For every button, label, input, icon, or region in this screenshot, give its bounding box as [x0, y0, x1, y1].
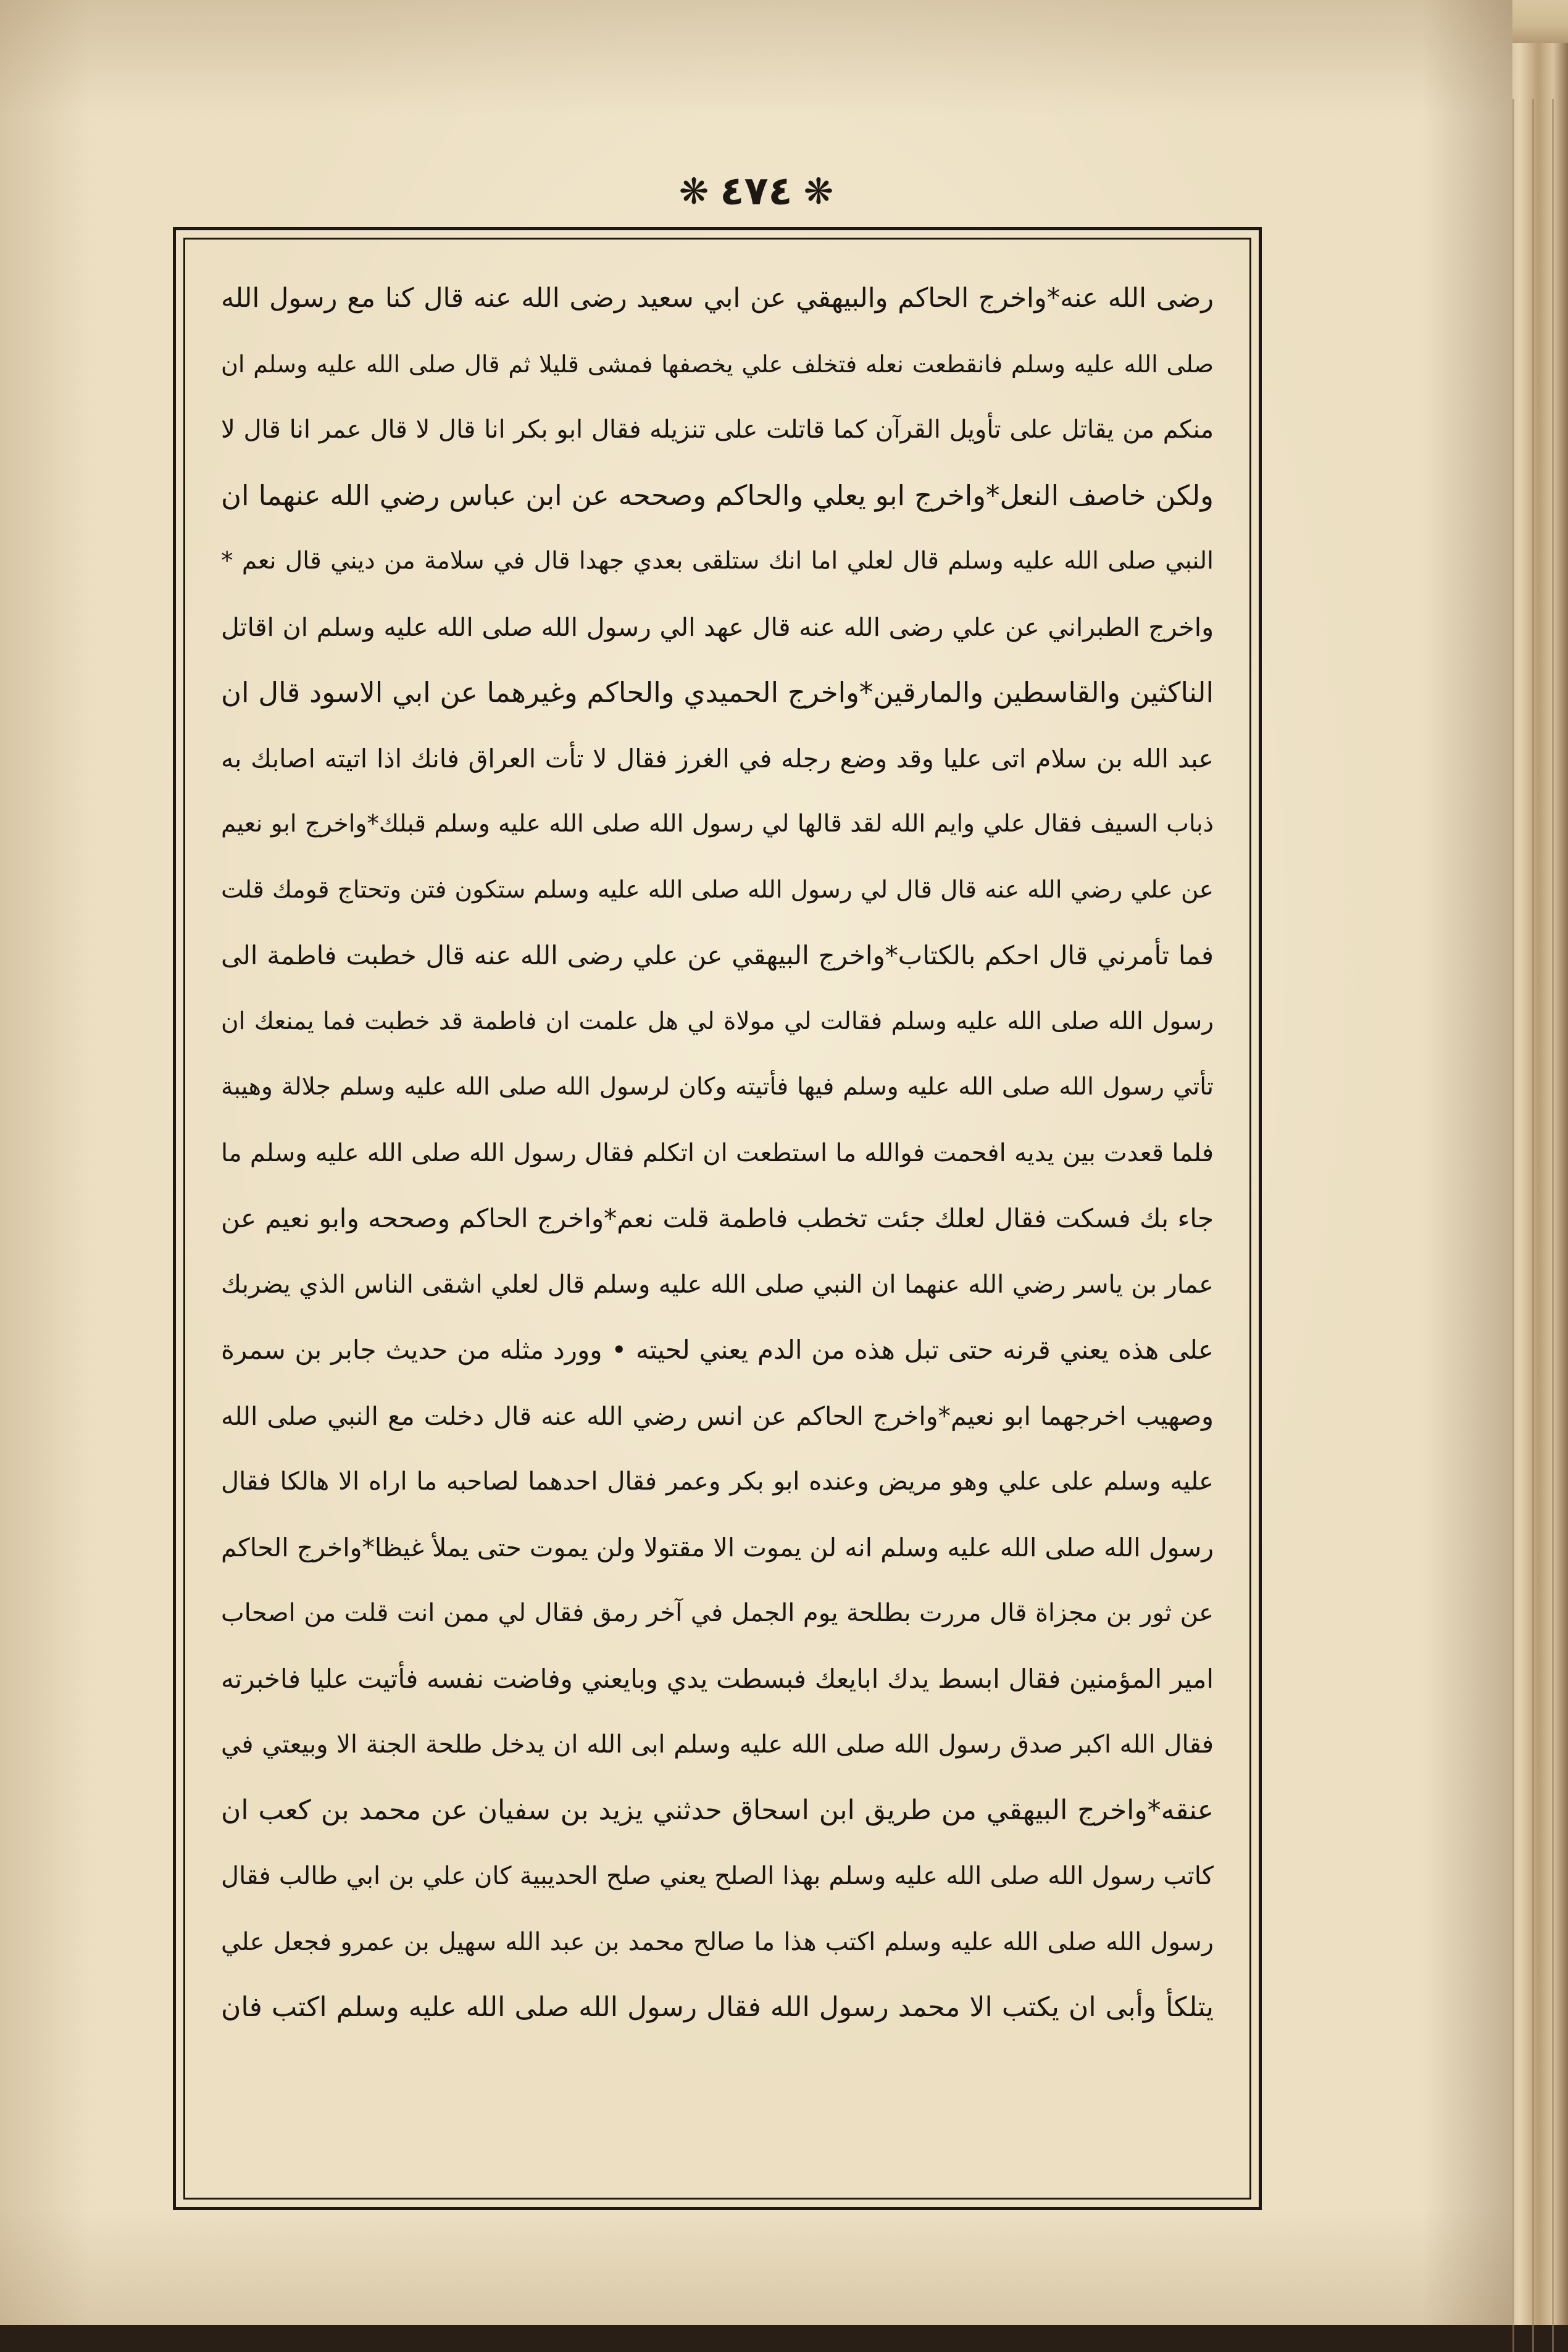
text-line: فما تأمرني قال احكم بالكتاب*واخرج البيهقي عن علي رضى الله عنه قال خطبت فاطمة الى [221, 940, 1214, 970]
text-line: رضى الله عنه*واخرج الحاكم والبيهقي عن ابي سعيد رضى الله عنه قال كنا مع رسول الله [221, 283, 1214, 314]
text-line: عنقه*واخرج البيهقي من طريق ابن اسحاق حدثني يزيد بن سفيان عن محمد بن كعب ان [221, 1794, 1214, 1826]
text-line: رسول الله صلى الله عليه وسلم انه لن يموت الا مقتولا ولن يموت حتى يملأ غيظا*واخرج الحاكم [221, 1532, 1214, 1562]
stack-line [1512, 99, 1514, 2352]
text-line: منكم من يقاتل على تأويل القرآن كما قاتلت على تنزيله فقال ابو بكر انا قال لا قال عمر انا قال لا [221, 415, 1214, 444]
text-frame-outer [173, 227, 1262, 2210]
text-line: امير المؤمنين فقال ابسط يدك ابايعك فبسطت يدي وبايعني وفاضت نفسه فأتيت عليا فاخبرته [221, 1663, 1214, 1694]
body-text [221, 265, 1214, 2041]
stack-line [1532, 99, 1534, 2352]
text-line: على هذه يعني قرنه حتى تبل هذه من الدم يعني لحيته • وورد مثله من حديث جابر بن سمرة [221, 1335, 1214, 1365]
text-line: النبي صلى الله عليه وسلم قال لعلي اما انك ستلقى بعدي جهدا قال في سلامة من ديني قال نعم * [221, 547, 1214, 575]
text-line: عليه وسلم على علي وهو مريض وعنده ابو بكر وعمر فقال احدهما لصاحبه ما اراه الا هالكا فقال [221, 1467, 1214, 1496]
text-line: عمار بن ياسر رضي الله عنهما ان النبي صلى الله عليه وسلم قال لعلي اشقى الناس الذي يضربك [221, 1270, 1214, 1299]
text-line: تأتي رسول الله صلى الله عليه وسلم فيها فأتيته وكان لرسول الله صلى الله عليه وسلم جلالة وهيبة [221, 1073, 1214, 1101]
stack-line [1552, 99, 1554, 2352]
text-line: وصهيب اخرجهما ابو نعيم*واخرج الحاكم عن انس رضي الله عنه قال دخلت مع النبي صلى الله [221, 1401, 1214, 1431]
text-line: فلما قعدت بين يديه افحمت فوالله ما استطعت ان اتكلم فقال رسول الله صلى الله عليه وسلم ما [221, 1138, 1214, 1167]
text-line: الناكثين والقاسطين والمارقين*واخرج الحميدي والحاكم وغيرهما عن ابي الاسود قال ان [221, 676, 1214, 709]
text-line: جاء بك فسكت فقال لعلك جئت تخطب فاطمة قلت نعم*واخرج الحاكم وصححه وابو نعيم عن [221, 1203, 1214, 1233]
text-line: واخرج الطبراني عن علي رضى الله عنه قال عهد الي رسول الله صلى الله عليه وسلم ان اقاتل [221, 612, 1214, 642]
text-frame-inner [183, 238, 1251, 2200]
text-line: عبد الله بن سلام اتى عليا وقد وضع رجله في الغرز فقال لا تأت العراق فانك اذا اتيته اصابك به [221, 743, 1214, 774]
text-line: رسول الله صلى الله عليه وسلم اكتب هذا ما صالح محمد بن عبد الله سهيل بن عمرو فجعل علي [221, 1927, 1214, 1956]
text-line: صلى الله عليه وسلم فانقطعت نعله فتخلف علي يخصفها فمشى قليلا ثم قال صلى الله عليه وسلم ان [221, 350, 1214, 378]
text-line: يتلكأ وأبى ان يكتب الا محمد رسول الله فقال رسول الله صلى الله عليه وسلم اكتب فان [221, 1991, 1214, 2023]
ornament-right: ❋ [803, 170, 834, 212]
page-number: ٤٧٤ [720, 169, 793, 214]
text-line: رسول الله صلى الله عليه وسلم فقالت لي مولاة لي هل علمت ان فاطمة قد خطبت فما يمنعك ان [221, 1007, 1214, 1035]
text-line: ذباب السيف فقال علي وايم الله لقد قالها لي رسول الله صلى الله عليه وسلم قبلك*واخرج ابو نعيم [221, 810, 1214, 838]
text-line: عن علي رضي الله عنه قال قال لي رسول الله صلى الله عليه وسلم ستكون فتن وتحتاج قومك قلت [221, 875, 1214, 904]
page-header [0, 167, 1512, 216]
text-line: فقال الله اكبر صدق رسول الله صلى الله عليه وسلم ابى الله ان يدخل طلحة الجنة الا وبيعتي في [221, 1730, 1214, 1759]
text-line: كاتب رسول الله صلى الله عليه وسلم بهذا الصلح يعني صلح الحديبية كان علي بن ابي طالب فقال [221, 1862, 1214, 1890]
ornament-left: ❋ [678, 170, 709, 212]
text-line: ولكن خاصف النعل*واخرج ابو يعلي والحاكم وصححه عن ابن عباس رضي الله عنهما ان [221, 478, 1214, 512]
text-line: عن ثور بن مجزاة قال مررت بطلحة يوم الجمل في آخر رمق فقال لي ممن انت قلت من اصحاب [221, 1599, 1214, 1627]
